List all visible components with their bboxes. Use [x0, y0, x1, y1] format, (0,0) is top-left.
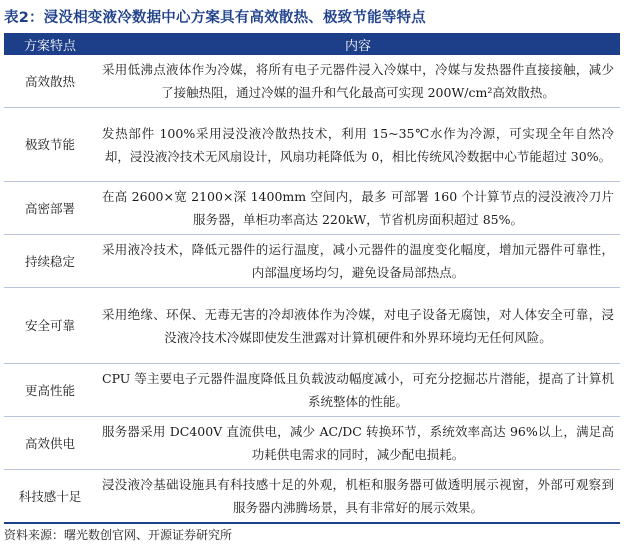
content-cell: 采用低沸点液体作为冷媒，将所有电子元器件浸入冷媒中，冷媒与发热器件直接接触，减少了接触热阻，通过冷媒的温升和气化最高可实现 200W/cm²高效散热。 [96, 55, 620, 108]
content-cell: 服务器采用 DC400V 直流供电，减少 AC/DC 转换环节，系统效率高达 96%以上，满足高功耗供电需求的同时，减少配电损耗。 [96, 417, 620, 470]
table-row [4, 288, 620, 364]
table-row [4, 108, 620, 182]
content-cell: CPU 等主要电子元器件温度降低且负载波动幅度减小，可充分挖掘芯片潜能，提高了计算机系统整体的性能。 [96, 364, 620, 417]
feature-cell: 安全可靠 [4, 288, 96, 364]
content-cell: 在高 2600×宽 2100×深 1400mm 空间内，最多 可部署 160 个计算节点的浸没液冷刀片服务器，单柜功率高达 220kW，节省机房面积超过 85%。 [96, 182, 620, 235]
column-header-content: 内容 [96, 33, 620, 55]
table-row [4, 417, 620, 470]
table-row [4, 235, 620, 288]
table-title: 表2：浸没相变液冷数据中心方案具有高效散热、极致节能等特点 [4, 10, 426, 26]
table-row [4, 364, 620, 417]
column-header-feature: 方案特点 [4, 33, 96, 55]
table-row [4, 470, 620, 524]
features-table [4, 33, 620, 524]
feature-cell: 极致节能 [4, 108, 96, 182]
feature-cell: 持续稳定 [4, 235, 96, 288]
content-cell: 发热部件 100%采用浸没液冷散热技术，利用 15~35℃水作为冷源，可实现全年自然冷却，浸没液冷技术无风扇设计，风扇功耗降低为 0，相比传统风冷数据中心节能超过 30%。 [96, 108, 620, 182]
table-row [4, 55, 620, 108]
table-row [4, 182, 620, 235]
content-cell: 浸没液冷基础设施具有科技感十足的外观，机柜和服务器可做透明展示视窗，外部可观察到服务器内沸腾场景，具有非常好的展示效果。 [96, 470, 620, 524]
feature-cell: 高效供电 [4, 417, 96, 470]
feature-cell: 高效散热 [4, 55, 96, 108]
content-cell: 采用绝缘、环保、无毒无害的冷却液体作为冷媒，对电子设备无腐蚀，对人体安全可靠，浸没液冷技术冷媒即使发生泄露对计算机硬件和外界环境均无任何风险。 [96, 288, 620, 364]
feature-cell: 更高性能 [4, 364, 96, 417]
source-note: 资料来源：曙光数创官网、开源证券研究所 [4, 528, 233, 542]
feature-cell: 科技感十足 [4, 470, 96, 524]
content-cell: 采用液冷技术，降低元器件的运行温度，减小元器件的温度变化幅度，增加元器件可靠性，内部温度场均匀，避免设备局部热点。 [96, 235, 620, 288]
feature-cell: 高密部署 [4, 182, 96, 235]
table-header-row [4, 33, 620, 55]
